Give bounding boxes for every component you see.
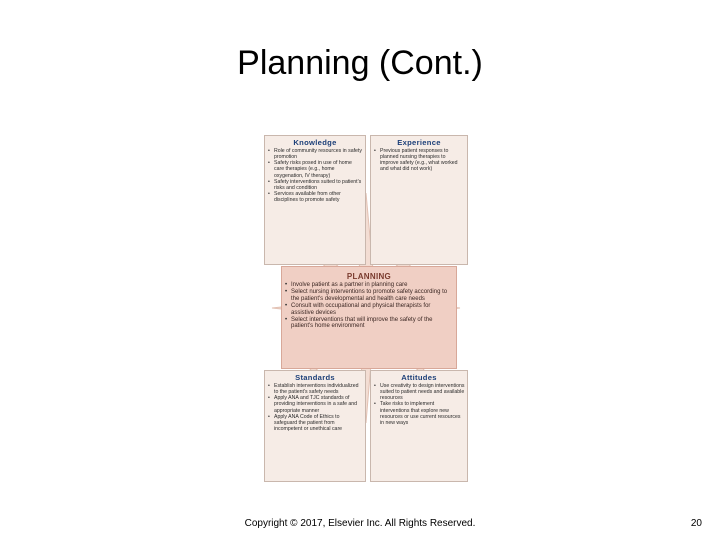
knowledge-heading: Knowledge — [293, 138, 337, 147]
experience-item: • Previous patient responses to planned nursing therapies to improve safety (e.g., what worked and what did not work) — [380, 148, 465, 173]
standards-item: • Apply ANA and TJC standards of providing interventions in a safe and appropriate manner — [274, 395, 363, 413]
slide-title: Planning (Cont.) — [237, 44, 483, 82]
knowledge-item: • Safety risks posed in use of home care therapies (e.g., home oxygenation, IV therapy) — [274, 160, 363, 178]
planning-heading: PLANNING — [346, 272, 392, 281]
page-number: 20 — [690, 518, 702, 529]
attitudes-item: • Take risks to implement interventions that explore new resources or use current resources in new ways — [380, 401, 465, 426]
standards-heading: Standards — [295, 373, 335, 382]
planning-item: • Select interventions that will improve the safety of the patient's home environment — [291, 317, 454, 331]
standards-item: • Apply ANA Code of Ethics to safeguard the patient from incompetent or unethical care — [274, 414, 363, 432]
knowledge-panel — [264, 135, 366, 265]
experience-heading: Experience — [397, 138, 441, 147]
knowledge-item: • Role of community resources in safety promotion — [274, 148, 363, 160]
planning-panel — [281, 266, 457, 369]
attitudes-heading: Attitudes — [401, 373, 437, 382]
attitudes-panel — [370, 370, 468, 482]
experience-panel — [370, 135, 468, 265]
planning-item: • Consult with occupational and physical therapists for assistive devices — [291, 303, 454, 317]
copyright-footer: Copyright © 2017, Elsevier Inc. All Rights Reserved. — [244, 518, 476, 529]
knowledge-item: • Services available from other disciplines to promote safety — [274, 191, 363, 203]
critical-thinking-figure — [262, 133, 470, 484]
attitudes-item: • Use creativity to design interventions suited to patient needs and available resources — [380, 383, 465, 401]
standards-item: • Establish interventions individualized to the patient's safety needs — [274, 383, 363, 395]
planning-item: • Select nursing interventions to promote safety according to the patient's developmental and health care needs — [291, 289, 454, 303]
knowledge-item: • Safety interventions suited to patient's risks and condition — [274, 179, 363, 191]
planning-item: • Involve patient as a partner in planning care — [291, 282, 454, 289]
standards-panel — [264, 370, 366, 482]
